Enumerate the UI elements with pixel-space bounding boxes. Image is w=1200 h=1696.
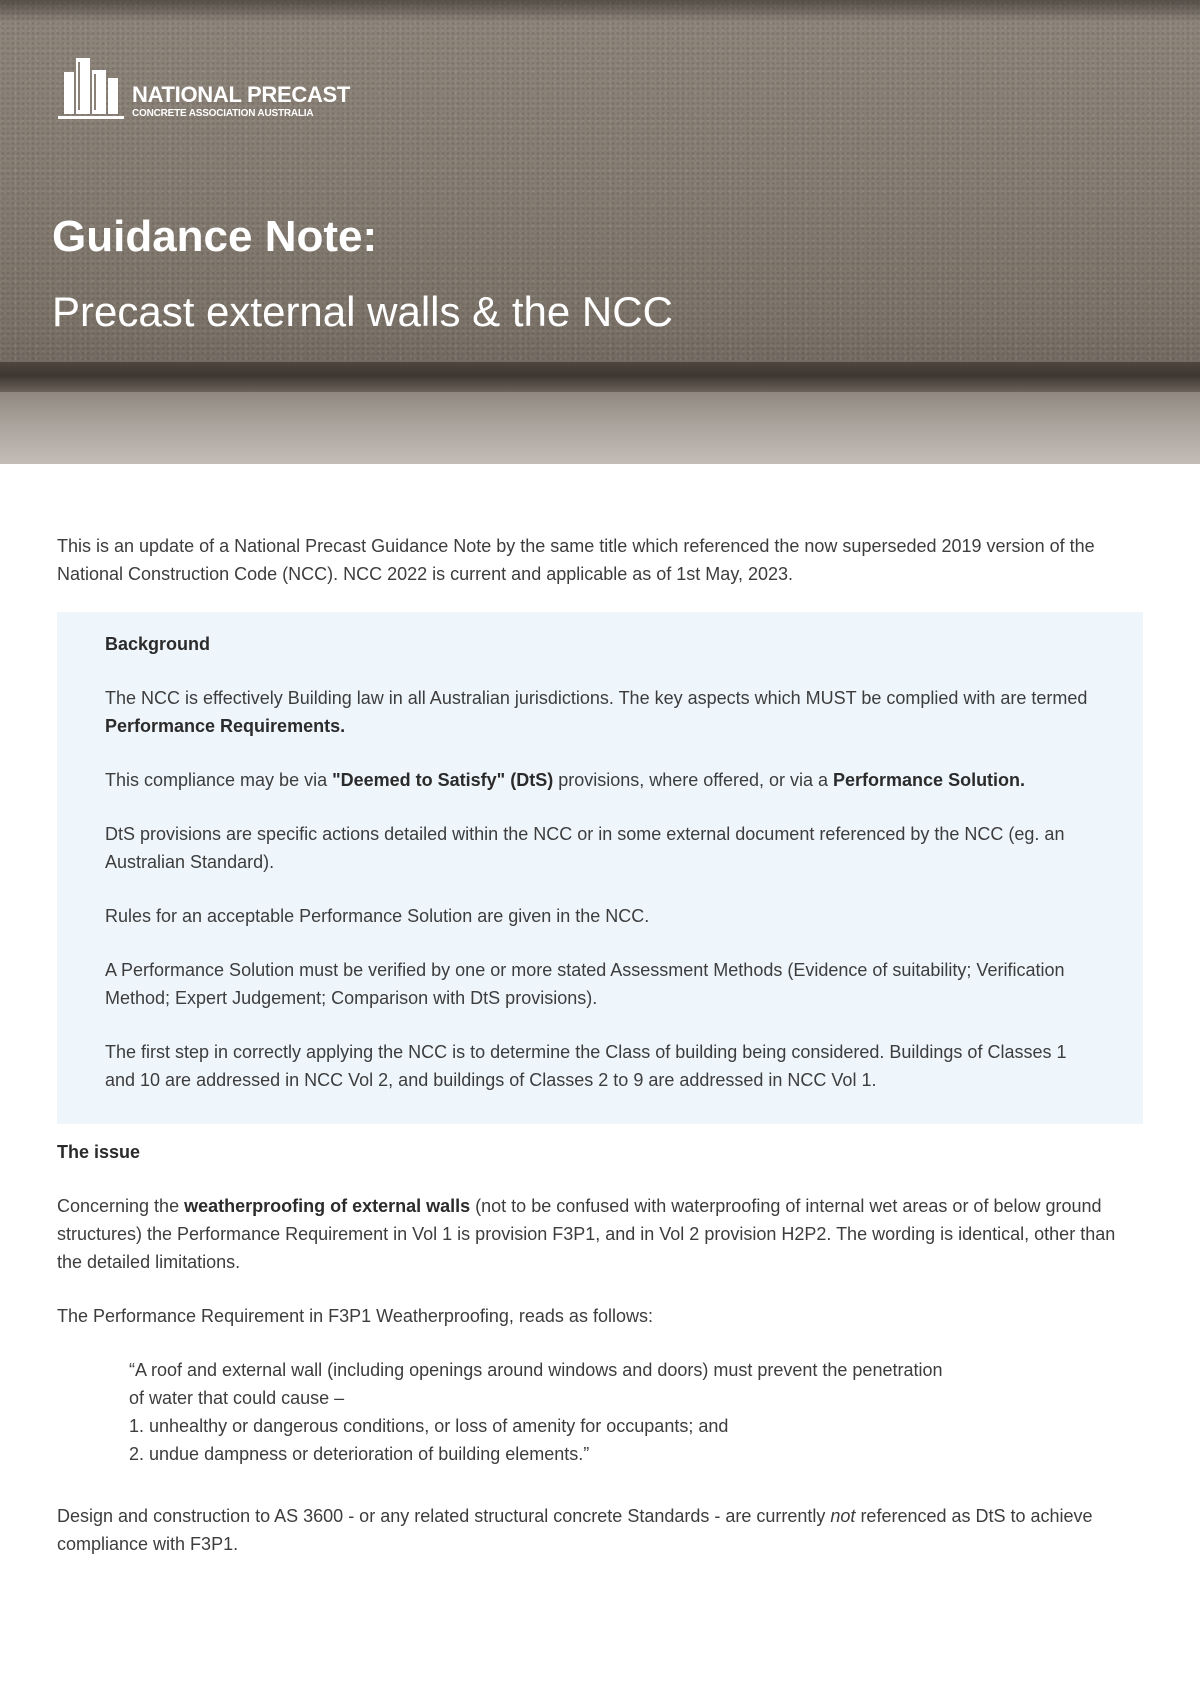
background-paragraph: Rules for an acceptable Performance Solution are given in the NCC. (105, 906, 650, 926)
issue-paragraph: Concerning the weatherproofing of external walls (not to be confused with waterproofing of internal wet areas or of below ground structures) the Performance Requirement in Vol 1 is provision F3P1, and in Vol 2 provision H2P2. The wording is identical, other than the detailed limitations. (57, 1196, 1116, 1272)
background-paragraph: DtS provisions are specific actions detailed within the NCC or in some external document referenced by the NCC (eg. an Australian Standard). (105, 824, 1065, 872)
building-icon (58, 56, 124, 122)
logo-title: NATIONAL PRECAST (132, 82, 351, 107)
issue-heading: The issue (57, 1142, 141, 1162)
logo (58, 56, 358, 126)
banner-groove (0, 362, 1200, 392)
background-paragraph: The NCC is effectively Building law in all Australian jurisdictions. The key aspects which MUST be complied with are termed Performance Requirements. (105, 688, 1088, 736)
requirement-quote (57, 1356, 1097, 1468)
header-banner (0, 0, 1200, 464)
intro-paragraph: This is an update of a National Precast Guidance Note by the same title which referenced the now superseded 2019 version of the National Construction Code (NCC). NCC 2022 is current and applicable as of 1st May, 2023. (57, 536, 1095, 584)
background-paragraph: This compliance may be via "Deemed to Satisfy" (DtS) provisions, where offered, or via a Performance Solution. (105, 770, 1026, 790)
banner-lower-panel (0, 392, 1200, 464)
quote-line: 1. unhealthy or dangerous conditions, or loss of amenity for occupants; and (129, 1416, 729, 1436)
document-body (57, 532, 1143, 1584)
banner-shadow (0, 0, 1200, 22)
quote-line: 2. undue dampness or deterioration of building elements.” (129, 1444, 590, 1464)
issue-paragraph: The Performance Requirement in F3P1 Weatherproofing, reads as follows: (57, 1306, 653, 1326)
issue-paragraph: Design and construction to AS 3600 - or any related structural concrete Standards - are currently not referenced as DtS to achieve compliance with F3P1. (57, 1506, 1093, 1554)
background-paragraph: The first step in correctly applying the NCC is to determine the Class of building being considered. Buildings of Classes 1 and 10 are addressed in NCC Vol 2, and buildings of Classes 2 to 9 are addressed in NCC Vol 1. (105, 1042, 1067, 1090)
page-subtitle: Precast external walls & the NCC (52, 288, 673, 335)
quote-line: of water that could cause – (129, 1388, 345, 1408)
background-paragraph: A Performance Solution must be verified by one or more stated Assessment Methods (Evidence of suitability; Verification Method; Expert Judgement; Comparison with DtS provisions). (105, 960, 1065, 1008)
background-panel (57, 612, 1143, 1124)
page-title: Guidance Note: (52, 212, 378, 261)
logo-subtitle: CONCRETE ASSOCIATION AUSTRALIA (132, 108, 314, 119)
background-heading: Background (105, 634, 211, 654)
quote-line: “A roof and external wall (including openings around windows and doors) must prevent the penetration (129, 1360, 943, 1380)
